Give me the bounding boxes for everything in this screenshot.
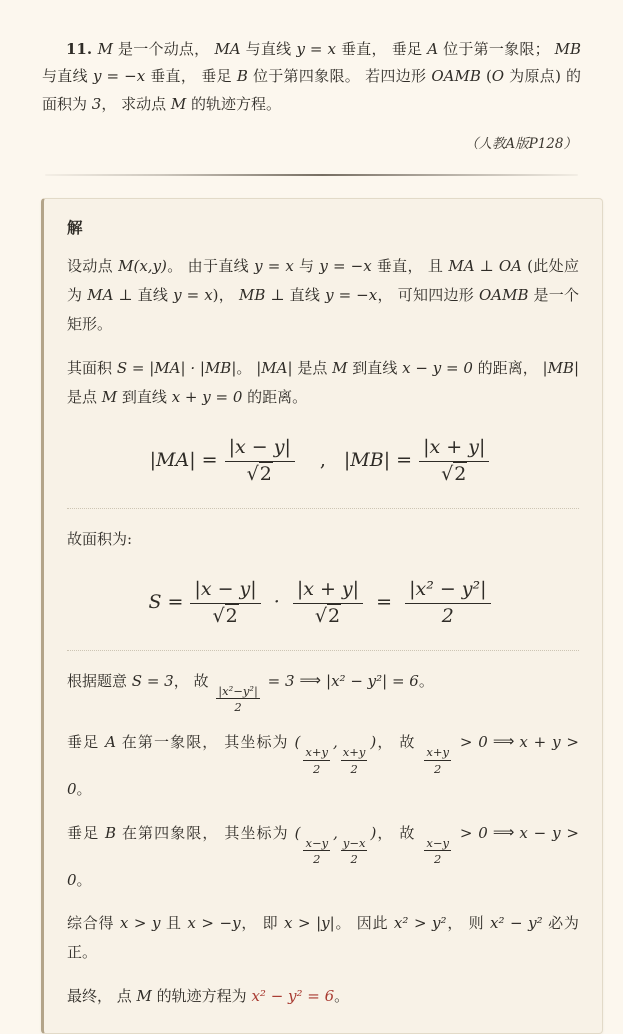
text-run: 。 (418, 671, 434, 690)
fraction-denominator (190, 604, 260, 628)
sqrt-radicand: 2 (327, 604, 341, 627)
math-run: ( (294, 823, 301, 842)
sqrt-sign: √ (441, 462, 454, 485)
fraction-denominator: 2 (441, 604, 454, 627)
text-run: 的轨迹方程。 (186, 94, 282, 113)
fraction-denominator: 2 (433, 852, 442, 867)
text-run: 在第四象限， 其坐标为 (116, 823, 295, 842)
fraction-denominator: 2 (234, 700, 242, 715)
text-run: 与直线 (42, 67, 93, 86)
fraction-denominator: 2 (313, 852, 321, 867)
math-run: M (97, 40, 113, 58)
text-run: 。 (236, 358, 257, 377)
math-run: A (105, 733, 116, 752)
text-run: 的距离， (472, 358, 543, 377)
math-run: > 0 (453, 733, 488, 752)
math-run: ( (294, 733, 301, 752)
math-run: |MA| (256, 358, 293, 377)
text-run: 位于第一象限； (438, 40, 555, 58)
text-run: 垂直， 垂足 (145, 67, 237, 86)
text-run: 必为正。 (67, 914, 579, 962)
text-run: 。 (334, 986, 350, 1005)
math-run: MB ⊥ (239, 286, 285, 305)
solution-paragraph-condition (67, 667, 579, 714)
text-run: 且 (160, 914, 188, 933)
fraction-numerator: y−x (342, 835, 366, 850)
display-formula-distances (67, 436, 579, 486)
fraction (190, 578, 260, 628)
fraction-numerator: |x + y| (293, 578, 363, 604)
solution-box (41, 198, 603, 1034)
fraction (293, 578, 363, 628)
text-run: ， 故 (173, 671, 214, 690)
math-run: S = |MA| · |MB| (116, 358, 237, 377)
sqrt-radicand: 2 (259, 462, 272, 485)
fraction (303, 746, 330, 775)
text-run: 直线 (132, 286, 174, 305)
math-run: MB (554, 40, 581, 58)
solution-paragraph-area-label (67, 525, 579, 554)
implies-arrow: ⟹ (299, 670, 322, 689)
text-run: 在第一象限， 其坐标为 (115, 733, 295, 752)
sqrt-sign: √ (246, 462, 259, 485)
fraction-denominator (293, 604, 363, 628)
text-run: ， 则 (446, 914, 490, 933)
fraction (225, 436, 295, 486)
implies-arrow: ⟹ (492, 822, 515, 841)
fraction-numerator: x−y (305, 835, 329, 850)
math-run: MA (214, 40, 241, 58)
math-run: MA ⊥ OA (448, 256, 523, 275)
separator-comma: , (319, 448, 326, 471)
text-run: 直线 (284, 286, 326, 305)
dotted-divider-1 (67, 508, 579, 509)
math-run: B (105, 823, 117, 842)
text-run: (此处应为 (67, 256, 579, 305)
implies-arrow: ⟹ (492, 732, 515, 751)
math-run: y = −x (325, 286, 378, 305)
text-run: 。 因此 (334, 914, 394, 933)
fraction-denominator: 2 (433, 761, 442, 776)
math-run: x² − y² (489, 914, 543, 933)
source-attribution: （人教A版P128） (464, 135, 577, 152)
fraction-numerator: |x² − y²| (405, 578, 490, 604)
fraction (424, 746, 451, 775)
math-run: ) (370, 823, 377, 842)
math-run: M(x,y) (118, 256, 167, 275)
math-run: OAMB (431, 67, 481, 86)
result-math-red: x² − y² = 6 (251, 986, 335, 1005)
fraction-denominator (225, 462, 295, 486)
math-run: , (333, 733, 338, 752)
text-run: 根据题意 (67, 671, 132, 690)
text-run: 位于第四象限。 若四边形 (247, 67, 432, 86)
math-run: |MA| = (149, 448, 218, 471)
math-run: = (370, 590, 399, 613)
solution-paragraph-area-def (67, 354, 579, 413)
fraction-numerator: |x + y| (419, 436, 489, 462)
fraction-numerator: x−y (426, 835, 449, 850)
bold-run: 11. (66, 40, 98, 58)
text-run: 的距离。 (242, 387, 308, 406)
text-run: 其面积 (67, 358, 117, 377)
text-run: 的轨迹方程为 (151, 986, 252, 1005)
display-formula-area (67, 578, 579, 628)
math-run: ) (370, 733, 377, 752)
sqrt-radicand: 2 (225, 604, 238, 627)
math-run: y = x (254, 256, 294, 275)
fraction (341, 746, 368, 775)
math-run: y = x (173, 286, 213, 305)
math-run: y = −x (92, 67, 146, 86)
fraction (405, 578, 490, 628)
text-run: 。 由于直线 (166, 256, 255, 275)
fraction-numerator: x+y (305, 745, 329, 760)
fraction (216, 685, 260, 714)
section-divider (45, 174, 578, 176)
math-run: = 3 (262, 671, 295, 690)
fraction-numerator: |x²−y²| (218, 683, 258, 698)
text-run: ， 故 (376, 823, 422, 842)
fraction (341, 837, 368, 866)
math-run: x − y = 0 (402, 358, 473, 377)
solution-paragraph-foot-a (67, 728, 579, 805)
text-run: 为原点) 的面积为 (42, 67, 581, 113)
text-run: 是一个矩形。 (67, 286, 579, 334)
math-run: S = 3 (131, 671, 174, 690)
math-run: S = (148, 590, 184, 613)
text-run: 综合得 (67, 914, 120, 933)
text-run: 。 (76, 870, 92, 889)
text-run: 垂直， 垂足 (335, 40, 428, 58)
text-run: 设动点 (67, 256, 119, 275)
math-run: x + y > 0 (67, 733, 580, 799)
text-run: 是点 (292, 358, 333, 377)
math-run: y = x (296, 40, 336, 58)
text-run: 垂直， 且 (371, 256, 449, 275)
math-run: MA ⊥ (87, 286, 133, 305)
text-run: 。 (76, 780, 92, 799)
math-run: |MB| = (343, 448, 413, 471)
fraction-numerator: |x − y| (190, 578, 260, 604)
math-run: x² > y² (393, 914, 447, 933)
text-run: ( (480, 67, 492, 86)
math-run: B (236, 67, 248, 86)
sqrt-sign: √ (314, 604, 327, 627)
math-run: , (333, 823, 338, 842)
problem-statement (42, 36, 581, 118)
solution-paragraph-setup (67, 252, 579, 340)
fraction-numerator: x+y (342, 745, 366, 760)
text-run: 是点 (67, 387, 102, 406)
text-run: 是一个动点， (112, 40, 215, 58)
fraction-denominator: 2 (313, 761, 321, 776)
math-run: M (170, 94, 187, 113)
math-run: O (491, 67, 505, 86)
text-run: 与直线 (240, 40, 297, 58)
math-run: x + y = 0 (171, 387, 243, 406)
text-run: 与 (293, 256, 320, 275)
math-run: OAMB (478, 286, 529, 305)
math-run: > 0 (453, 823, 488, 842)
math-run: · (267, 590, 286, 613)
text-run: 到直线 (117, 387, 172, 406)
sqrt-radicand: 2 (454, 462, 467, 485)
solution-paragraph-combine (67, 909, 579, 968)
text-run: 垂足 (67, 733, 106, 752)
math-run: x > y (119, 914, 161, 933)
text-run: 垂足 (67, 823, 106, 842)
fraction-denominator: 2 (350, 761, 358, 776)
fraction (303, 837, 330, 866)
fraction (419, 436, 489, 486)
solution-paragraph-result (67, 982, 579, 1011)
fraction-denominator (419, 462, 489, 486)
sqrt-sign: √ (212, 604, 225, 627)
math-run: A (427, 40, 439, 58)
dotted-divider-2 (67, 650, 579, 651)
math-run: x − y > 0 (67, 823, 579, 889)
math-run: x > −y (187, 914, 241, 933)
math-run: 3 (91, 94, 102, 113)
fraction-denominator: 2 (350, 852, 358, 867)
math-run: x > |y| (283, 914, 335, 933)
text-run: ， 故 (376, 733, 422, 752)
text-run: ， 可知四边形 (377, 286, 479, 305)
fraction-numerator: x+y (426, 745, 449, 760)
math-run: |MB| (542, 358, 580, 377)
math-run: |x² − y²| = 6 (326, 671, 419, 690)
math-run: M (101, 387, 118, 406)
fraction (424, 837, 451, 866)
math-run: y = −x (319, 256, 372, 275)
math-run: M (332, 358, 348, 377)
text-run: 最终， 点 (67, 986, 137, 1005)
text-run: 到直线 (347, 358, 403, 377)
math-run: M (136, 986, 152, 1005)
fraction-numerator: |x − y| (225, 436, 295, 462)
text-run: ， 即 (240, 914, 284, 933)
text-run: )， (212, 286, 240, 305)
solution-heading: 解 (67, 217, 83, 237)
text-run: 故面积为: (67, 529, 133, 548)
text-run: ， 求动点 (101, 94, 171, 113)
solution-paragraph-foot-b (67, 819, 579, 896)
